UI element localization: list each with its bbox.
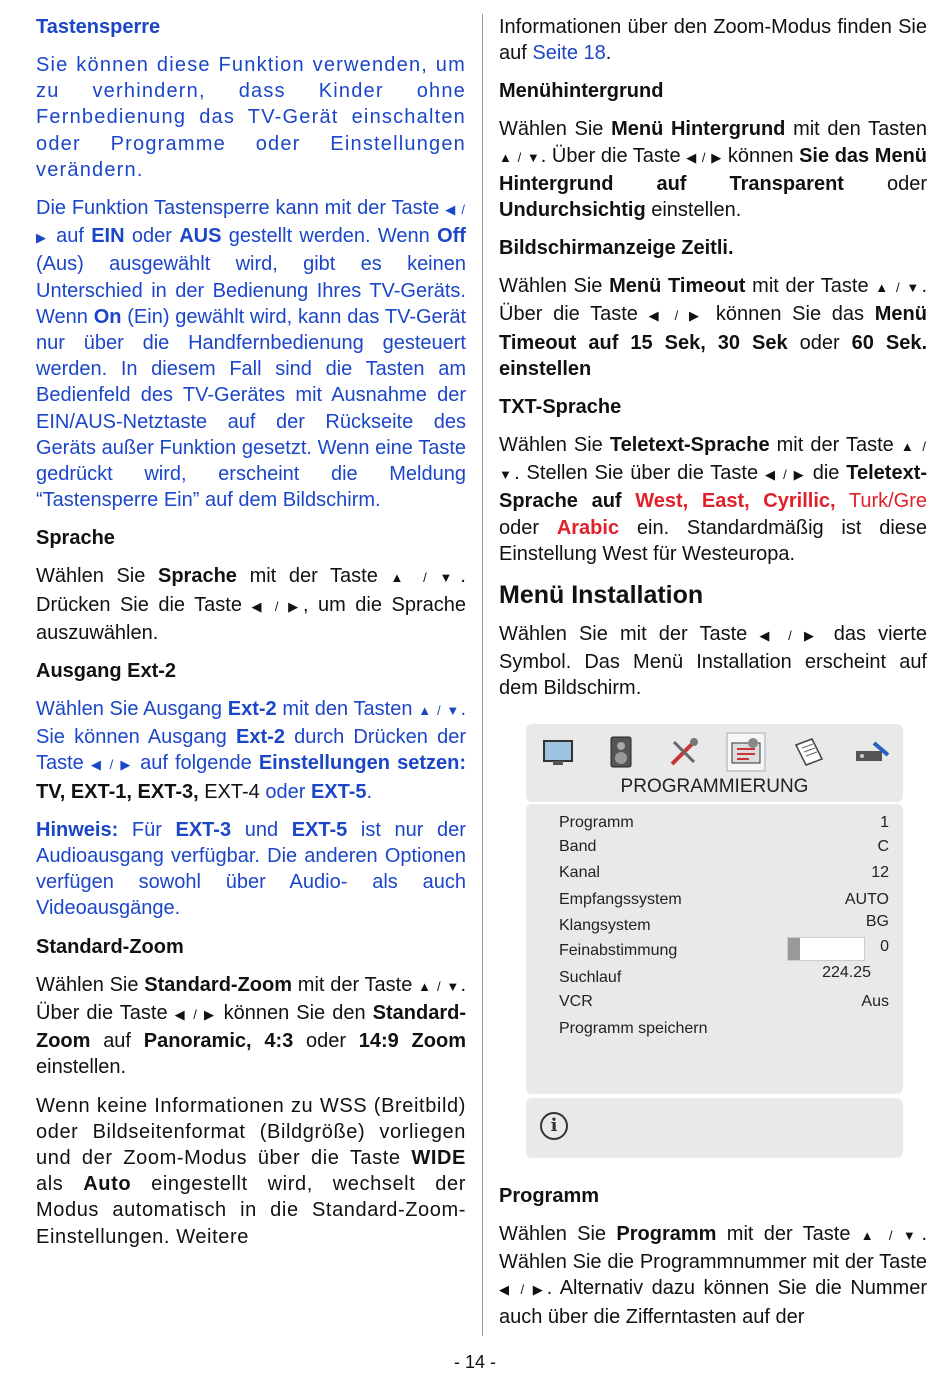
up-down-arrow-icon: ▲ / ▼ — [499, 149, 541, 165]
hintergrund-description: Wählen Sie Menü Hintergrund mit den Tasten ▲ / ▼. Über die Taste ◀ / ▶ können Sie das Menü Hintergrund auf Transparent oder Undurchsichtig einstellen. — [499, 118, 927, 222]
right-column — [499, 14, 927, 714]
heading-ausgang-ext2: Ausgang Ext-2 — [36, 660, 177, 683]
picture-icon[interactable] — [540, 734, 576, 770]
menu-row-band[interactable]: Band C — [559, 838, 889, 855]
menu-row-kanal[interactable]: Kanal 12 — [559, 864, 889, 881]
menu-row-klangsystem[interactable]: Klangsystem BG — [559, 913, 889, 934]
programm-section — [499, 1183, 927, 1342]
tastensperre-intro: Sie können diese Funktion verwenden, um zu verhindern, dass Kinder ohne Fernbedienung das TV-Gerät einschalten oder Programme oder Einstellungen verändern. — [36, 54, 466, 181]
heading-bildschirmanzeige: Bildschirmanzeige Zeitli. — [499, 237, 734, 260]
heading-standard-zoom: Standard-Zoom — [36, 935, 184, 958]
menu-icon-bar — [540, 734, 890, 770]
left-column — [36, 14, 466, 1262]
ext2-description: Wählen Sie Ausgang Ext-2 mit den Tasten ▲ / ▼. Sie können Ausgang Ext-2 durch Drücken der Taste ◀ / ▶ auf folgende Einstellungen setzen: TV, EXT-1, EXT-3, EXT-4 oder EXT-5. — [36, 698, 466, 803]
left-right-arrow-icon: ◀ / ▶ — [36, 202, 466, 246]
up-down-arrow-icon: ▲ / ▼ — [875, 280, 922, 296]
menu-row-suchlauf[interactable]: Suchlauf 224.25 — [559, 964, 871, 986]
up-down-arrow-icon: ▲ / ▼ — [418, 703, 461, 719]
menu-body — [526, 804, 903, 1094]
programm-description: Wählen Sie Programm mit der Taste ▲ / ▼. Wählen Sie die Programmnummer mit der Taste ◀ / ▶. Alternativ dazu können Sie die Nummer auch über die Zifferntasten auf der — [499, 1223, 928, 1328]
menu-row-programm[interactable]: Programm 1 — [559, 814, 889, 831]
installation-icon[interactable] — [728, 734, 764, 770]
left-right-arrow-icon: ◀ / ▶ — [251, 598, 303, 614]
tastensperre-description: Die Funktion Tastensperre kann mit der Taste ◀ / ▶ auf EIN oder AUS gestellt werden. Wenn Off (Aus) ausgewählt wird, gibt es keinen Unterschied in der Bedienung Ihres TV-Geräts. Wenn On (Ein) gewählt wird, kann das TV-Gerät nur über die Handfernbedienung gesteuert werden. In diesem Fall sind die Tasten am Bedienfeld des TV-Gerätes mit Ausnahme der EIN/AUS-Netztaste auf der Rückseite des Geräts außer Funktion gesetzt. Wenn eine Taste gedrückt wird, erscheint die Meldung “Tastensperre Ein” auf dem Bildschirm. — [36, 197, 466, 512]
page-reference-link[interactable]: Seite 18 — [532, 42, 606, 65]
source-icon[interactable] — [854, 734, 890, 770]
menu-footer — [526, 1098, 903, 1158]
left-right-arrow-icon: ◀ / ▶ — [174, 1006, 217, 1022]
zoom-wss-info: Wenn keine Informationen zu WSS (Breitbild) oder Bildseitenformat (Bildgröße) vorliegen und der Zoom-Modus über die Taste WIDE als Auto eingestellt wird, wechselt der Modus automatisch in die Standard-Zoom-Einstellungen. Weitere — [36, 1094, 466, 1248]
ext2-hinweis: Hinweis: Für EXT-3 und EXT-5 ist nur der Audioausgang verfügbar. Die anderen Optionen verfügen sowohl über Audio- als auch Videoausgänge. — [36, 818, 466, 920]
left-right-arrow-icon: ◀ / ▶ — [764, 467, 806, 483]
installation-description: Wählen Sie mit der Taste ◀ / ▶ das vierte Symbol. Das Menü Installation erscheint auf dem Bildschirm. — [499, 623, 927, 700]
speaker-icon[interactable] — [603, 734, 639, 770]
menu-header — [526, 724, 903, 802]
slider-fill — [788, 938, 800, 960]
menu-row-empfangssystem[interactable]: Empfangssystem AUTO — [559, 891, 889, 908]
left-right-arrow-icon: ◀ / ▶ — [686, 149, 723, 165]
left-right-arrow-icon: ◀ / ▶ — [499, 1282, 547, 1298]
up-down-arrow-icon: ▲ / ▼ — [390, 570, 461, 586]
menu-row-programm-speichern[interactable]: Programm speichern — [559, 1020, 708, 1037]
heading-menuhintergrund: Menühintergrund — [499, 80, 664, 103]
up-down-arrow-icon: ▲ / ▼ — [860, 1228, 922, 1243]
heading-tastensperre: Tastensperre — [36, 16, 161, 38]
left-right-arrow-icon: ◀ / ▶ — [90, 757, 133, 773]
document-icon[interactable] — [791, 734, 827, 770]
zoom-continuation: Informationen über den Zoom-Modus finden Sie auf Seite 18. — [499, 16, 927, 65]
programmierung-menu — [526, 724, 903, 1158]
left-right-arrow-icon: ◀ / ▶ — [759, 628, 822, 644]
info-icon: i — [540, 1112, 568, 1140]
sprache-description: Wählen Sie Sprache mit der Taste ▲ / ▼. Drücken Sie die Taste ◀ / ▶, um die Sprache auszuwählen. — [36, 565, 466, 644]
menu-row-feinabstimmung[interactable]: Feinabstimmung 0 — [559, 938, 889, 959]
menu-title: PROGRAMMIERUNG — [620, 776, 809, 797]
page-number: - 14 - — [453, 1352, 496, 1372]
up-down-arrow-icon: ▲ / ▼ — [499, 439, 927, 483]
up-down-arrow-icon: ▲ / ▼ — [418, 978, 461, 994]
txt-description: Wählen Sie Teletext-Sprache mit der Taste ▲ / ▼. Stellen Sie über die Taste ◀ / ▶ die Teletext-Sprache auf West, East, Cyrillic, Turk/Gre oder Arabic ein. Standardmäßig ist diese Einstellung West für Westeuropa. — [499, 434, 928, 565]
feinabstimmung-slider[interactable] — [787, 937, 865, 961]
heading-sprache: Sprache — [36, 527, 115, 550]
zoom-description: Wählen Sie Standard-Zoom mit der Taste ▲ / ▼. Über die Taste ◀ / ▶ können Sie den Standard-Zoom auf Panoramic, 4:3 oder 14:9 Zoom einstellen. — [36, 973, 467, 1079]
column-divider — [482, 14, 483, 1336]
menu-row-vcr[interactable]: VCR Aus — [559, 993, 889, 1010]
heading-menu-installation: Menü Installation — [499, 581, 704, 610]
left-right-arrow-icon: ◀ / ▶ — [648, 308, 706, 324]
heading-programm: Programm — [499, 1185, 600, 1207]
heading-txt-sprache: TXT-Sprache — [499, 396, 622, 419]
tools-icon[interactable] — [666, 734, 702, 770]
timeout-description: Wählen Sie Menü Timeout mit der Taste ▲ / ▼. Über die Taste ◀ / ▶ können Sie das Menü Timeout auf 15 Sek, 30 Sek oder 60 Sek. einstellen — [499, 275, 928, 380]
